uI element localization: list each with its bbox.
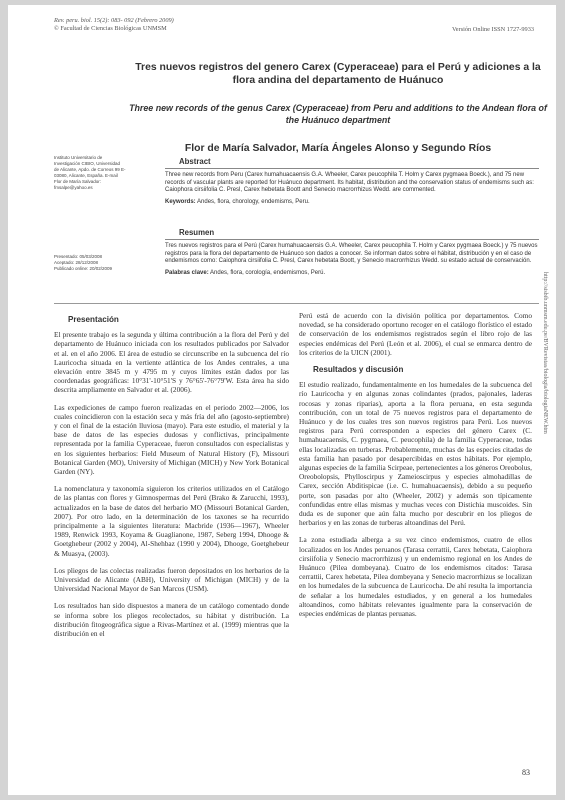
resumen-block [165,226,539,278]
palabras-clave-label: Palabras clave: [165,270,209,277]
resumen-keywords [165,270,539,278]
paragraph: La nomenclatura y taxonomía siguieron los criterios utilizados en el Catálogo de las plantas con flores y Gimnospermas del Perú (Brako & Zarucchi, 1993), actualizados en la base de datos del herbario MO (Missouri Botanical Garden, 2007). Por otro lado, en la determinación de los taxones se ha recurrido principalmente a la siguientes literatura: Macbride (1936—1967), Wheeler 1989, Renwick 1993, Koyama & Guaglianone, 1987, Seberg 1994, Dhooge & Goetghebeur (2002 y 2004), Al-Shehbaz (1990 y 2004), Dhooge, Goetghebeur & Muasya, (2003). [54,484,289,558]
abstract-keywords [165,199,539,207]
author-affiliation: Instituto Universitario de Investigación CIBIO, Universidad de Alicante, Apdo. de Correos 99 E-03080, Alicante, España. E-mail Flor de María Salvador: fmsalpe@yahoo.es [54,155,126,190]
resumen-divider [165,239,539,240]
keywords-text: Andes, flora, chorology, endemisms, Peru. [197,199,310,206]
paragraph: El presente trabajo es la segunda y última contribución a la flora del Perú y del departamento de Huánuco iniciada con los resultados publicados por Salvador et al. en el año 2006. El área de estudio se circunscribe en la subcuenca del río Lauricocha situada en la vertiente atlántica de los Andes centrales, a una elevación entre 3845 m y 4795 m y cuyos límites están dados por las coordenadas geográficas: 10°31'-10°51'S y 76°65'-76°79'W. Esta área ha sido descrita ampliamente en Salvador et al. (2006). [54,330,289,395]
journal-publisher: © Facultad de Ciencias Biológicas UNMSM [54,25,167,33]
resumen-heading: Resumen [179,228,215,237]
resumen-text: Tres nuevos registros para el Perú (Carex humahuacaensis G.A. Wheeler, Carex peucophila T. Holm y Carex pygmaea Boeck.) y 75 nuevos registros para la flora del departamento de Huánuco son dados a conocer. Se informan datos sobre el hábitat, distribución y en el caso de endemismos como: Caiophora cirsiifolia C. Presl, Carex hebetata Boott, y Senecio macrorrhizus Wedd. su estado actual de conservación. [165,243,538,265]
paragraph: Los pliegos de las colectas realizadas fueron depositados en los herbarios de la Universidad de Alicante (ABH), University of Michigan (MICH) y de la Universidad Nacional Mayor de San Marcos (USM). [54,565,289,594]
presentacion-heading: Presentación [68,315,119,324]
date-accepted: Aceptado: 28/12/2008 [54,260,99,265]
issn-label: Versión Online ISSN 1727-9933 [451,26,534,33]
journal-header [54,17,174,33]
paragraph: La zona estudiada alberga a su vez cinco endemismos, cuatro de ellos localizados en los Andes peruanos (Tarasa cerrattii, Carex hebetata, Caiophora cirsiifolia y Senecio macrorrhizus) y un endemismo regional en los Andes de Huánuco (Pilea dombeyana). Cuatro de los endemismos citados: Tarasa cerrattii, Carex hebetata, Pilea dombeyana y Senecio macrorrhizus se localizan en los humedales de la subcuenca de Lauricocha. De ahí resulta la importancia de señalar a los humedales estudiados, y en general a los humedales altoandinos, como hábitats relevantes igualmente para la conservación de especies endémicas de plantas peruanas. [299,535,532,619]
author-list: Flor de María Salvador, María Ángeles Alonso y Segundo Ríos [184,143,492,154]
side-url-text[interactable]: http://sisbib.unmsm.edu.pe/BVRevistas/biologia/biologiaNEW.htm [542,272,548,434]
date-published: Publicado online: 20/02/2009 [54,266,113,271]
left-column [54,311,289,646]
paragraph: Los resultados han sido dispuestos a manera de un catálogo comentado donde se informa sobre los pliegos recolectados, su hábitat y distribución. La distribución fitogeográfica sigue a Rivas-Martínez et al. (1999) mientras que la distribución en el [54,601,289,639]
abstract-divider [165,168,539,169]
journal-citation: Rev. peru. biol. 15(2): 083- 092 (Febrero 2009) [54,17,174,24]
journal-page [8,5,556,795]
palabras-clave-text: Andes, flora, corología, endemismos, Perú. [210,270,326,277]
page-number: 83 [522,768,530,777]
right-column [299,311,532,626]
paragraph: El estudio realizado, fundamentalmente en los humedales de la subcuenca del río Lauricocha y en algunas zonas colindantes (prados, pajonales, laderas rocosas y zonas riparias), aporta a la flora peruana, en esta segunda contribución, con un total de 75 nuevos registros para el departamento de Huánuco y de los cuales tres son nuevos registros para Perú. Los nuevos registros para Perú corresponden a especies del género Carex (C. humahuacaensis, C. pygmaea, C. peucophila) de la familia Cyperaceae, todas ellas localizadas en turberas. Probablemente, muchas de las especies citadas de esta familia han pasado por desapercibidas en estos hábitats. Por ejemplo, algunas especies de la familia Scirpeae, pertenecientes a los géneros Oreobolus, Oreobolopsis, Phylloscirpus y Zameioscirpus y especies almohadillas de Carex, sección Abditispicae (i.e. C. humahuacaensis), debido a su pequeño porte, son pasadas por alto (Wheeler, 2002) y además son típicamente confundidas entre ellas mismas y muchas veces con Distichia muscoides. Sin duda es de suponer que aún falta mucho por descubrir en los pliegos de herbarios y en las zonas de turberas altoandinas del Perú. [299,380,533,528]
abstract-text: Three new records from Peru (Carex humahuacaensis G.A. Wheeler, Carex peucophila T. Holm y Carex pygmaea Boeck.), and 75 new records of vascular plants are reported for Huánuco department. Its habitat, distribution and the conservation status of endemisms such as: Caiophora cirsiifolia C. Presl, Carex hebetata Boott and Senecio macrorrhizus Wedd. are commented. [165,172,534,194]
section-divider [54,303,539,304]
abstract-block [165,155,539,207]
keywords-label: Keywords: [165,199,196,206]
paragraph: Perú está de acuerdo con la división política por departamentos. Como novedad, se ha considerado oportuno recoger en el catálogo florístico el estado de conservación de los endemismos registrados según el libro rojo de las especies endémicas del Perú (León et al. 2006), el cual se enmarca dentro de los criterios de la UICN (2001). [299,311,532,357]
resultados-heading: Resultados y discusión [313,365,404,375]
title-spanish: Tres nuevos registros del genero Carex (Cyperaceae) para el Perú y adiciones a la flora andina del departamento de Huánuco [135,62,541,86]
submission-dates [54,254,126,272]
paragraph: Las expediciones de campo fueron realizadas en el periodo 2002—2006, los cuales coincidieron con la estación seca y más fría del año (agosto-septiembre) y con el final de la estación lluviosa (mayo). Para este estudio, el material y la base de datos de las especies dudosas y conflictivas, principalmente representada por la familia Cyperaceae, fueron consultados con especialistas y en los siguientes herbarios: Field Museum of Natural History (F), Missouri Botanical Garden (MO), University of Michigan (MICH) y New York Botanical Garden (NY). [54,402,289,477]
title-english: Three new records of the genus Carex (Cyperaceae) from Peru and additions to the Andean flora of the Huánuco department [129,103,547,125]
side-url[interactable] [539,272,551,555]
date-presented: Presentado: 05/03/2008 [54,254,103,259]
abstract-heading: Abstract [179,157,211,166]
